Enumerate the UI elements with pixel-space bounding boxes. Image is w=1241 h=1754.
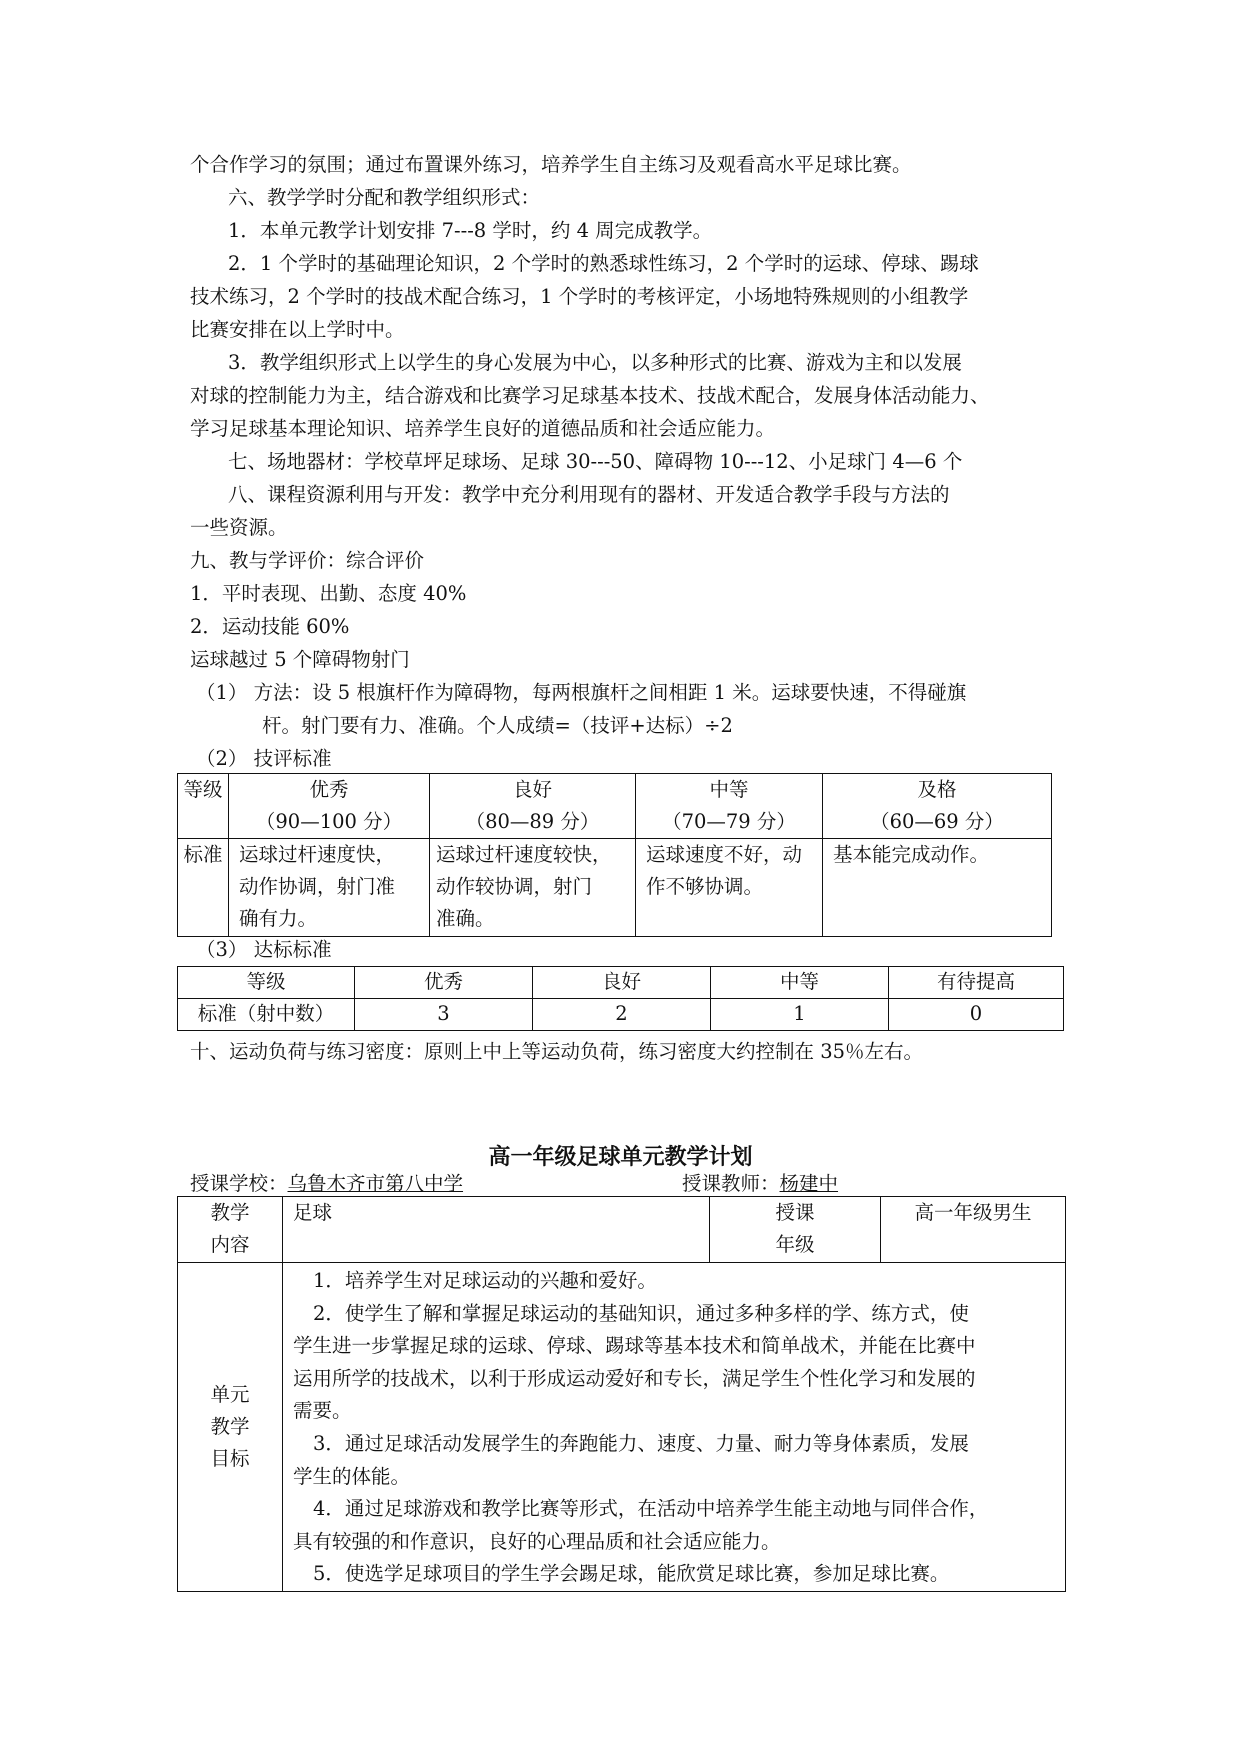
teacher-line (682, 1172, 982, 1196)
section-heading-eight: 八、课程资源利用与开发：教学中充分利用现有的器材、开发适合教学手段与方法的 (228, 483, 950, 506)
section-heading-six: 六、教学学时分配和教学组织形式： (228, 186, 541, 209)
goal-line: 2．使学生了解和掌握足球运动的基础知识，通过多种多样的学、练方式，使 (313, 1301, 969, 1325)
grade-label: 等级 (183, 778, 223, 801)
cell-text: 基本能完成动作。 (833, 843, 990, 866)
table-row (178, 774, 1052, 839)
subheading-target-standard: （3） 达标标准 (196, 938, 332, 961)
grade-range: （60—69 分） (870, 810, 1004, 833)
table-cell: 2 (533, 999, 711, 1031)
goal-line: 运用所学的技战术，以利于形成运动爱好和专长，满足学生个性化学习和发展的 (293, 1366, 976, 1390)
paragraph-line: （1） 方法：设 5 根旗杆作为障碍物，每两根旗杆之间相距 1 米。运球要快速，不得碰旗 (196, 681, 967, 704)
grade-value: 高一年级男生 (914, 1201, 1032, 1224)
table-cell: 1 (711, 999, 889, 1031)
goal-line: 学生的体能。 (293, 1464, 411, 1488)
table-cell (823, 774, 1052, 839)
table-cell (823, 839, 1052, 937)
table-row (178, 999, 1064, 1031)
goal-line: 学生进一步掌握足球的运球、停球、踢球等基本技术和简单战术，并能在比赛中 (293, 1334, 976, 1358)
paragraph-line: 杆。射门要有力、准确。个人成绩=（技评+达标）÷2 (262, 714, 733, 737)
goal-label: 目标 (210, 1446, 250, 1470)
goal-label: 单元 (210, 1382, 250, 1406)
table-cell: 0 (889, 999, 1064, 1031)
table-cell: 优秀 (355, 967, 533, 999)
goal-line: 1．培养学生对足球运动的兴趣和爱好。 (313, 1269, 657, 1292)
table-cell (636, 774, 823, 839)
grade-range: （90—100 分） (255, 810, 403, 833)
grade-range: （70—79 分） (662, 810, 796, 833)
table-cell (229, 774, 430, 839)
table-cell (636, 839, 823, 937)
table-row (178, 1197, 1066, 1263)
school-label: 授课学校： (190, 1172, 288, 1195)
unit-plan-table (177, 1196, 1066, 1592)
teacher-label: 授课教师： (682, 1172, 780, 1195)
table-cell (283, 1263, 1066, 1592)
table-cell: 等级 (178, 967, 355, 999)
grade-label: 授课 (775, 1201, 815, 1224)
table-cell (430, 774, 636, 839)
table-cell: 标准（射中数） (178, 999, 355, 1031)
goal-line: 5．使选学足球项目的学生学会踢足球，能欣赏足球比赛，参加足球比赛。 (313, 1562, 950, 1586)
score-standard-table (177, 966, 1064, 1031)
goal-line: 具有较强的和作意识，良好的心理品质和社会适应能力。 (293, 1529, 781, 1553)
content-label: 内容 (210, 1233, 250, 1256)
paragraph-line: 对球的控制能力为主，结合游戏和比赛学习足球基本技术、技战术配合，发展身体活动能力、 (190, 384, 990, 407)
grade-excellent: 优秀 (309, 778, 349, 801)
row-label: 标准 (183, 843, 223, 866)
cell-text: 准确。 (436, 907, 495, 930)
subheading-skill-standard: （2） 技评标准 (196, 747, 332, 770)
grade-label: 年级 (775, 1233, 815, 1256)
paragraph-line: 个合作学习的氛围；通过布置课外练习，培养学生自主练习及观看高水平足球比赛。 (190, 153, 912, 176)
table-cell (178, 1263, 283, 1592)
table-cell (178, 839, 229, 937)
table-row (178, 967, 1064, 999)
paragraph-line: 学习足球基本理论知识、培养学生良好的道德品质和社会适应能力。 (190, 417, 776, 440)
table-cell: 有待提高 (889, 967, 1064, 999)
goal-line: 4．通过足球游戏和教学比赛等形式，在活动中培养学生能主动地与同伴合作， (313, 1497, 989, 1521)
table-row (178, 839, 1052, 937)
paragraph-line: 2．1 个学时的基础理论知识，2 个学时的熟悉球性练习，2 个学时的运球、停球、踢球 (228, 252, 979, 275)
table-cell (229, 839, 430, 937)
cell-text: 确有力。 (239, 907, 318, 930)
skill-evaluation-table (177, 773, 1052, 937)
table-cell (178, 774, 229, 839)
section-heading-ten: 十、运动负荷与练习密度：原则上中上等运动负荷，练习密度大约控制在 35％左右。 (190, 1040, 924, 1063)
table-cell: 3 (355, 999, 533, 1031)
paragraph-line: 运球越过 5 个障碍物射门 (190, 648, 410, 671)
paragraph-line: 一些资源。 (190, 516, 288, 539)
paragraph-line: 1．平时表现、出勤、态度 40% (190, 582, 467, 605)
grade-range: （80—89 分） (465, 810, 600, 833)
cell-text: 动作较协调，射门 (436, 875, 593, 898)
table-row (178, 1263, 1066, 1592)
table-cell: 良好 (533, 967, 711, 999)
section-heading-nine: 九、教与学评价：综合评价 (190, 549, 425, 572)
table-cell (283, 1197, 710, 1263)
plan-title: 高一年级足球单元教学计划 (488, 1145, 753, 1170)
table-cell (430, 839, 636, 937)
grade-good: 良好 (512, 778, 552, 801)
paragraph-line: 技术练习，2 个学时的技战术配合练习，1 个学时的考核评定，小场地特殊规则的小组教学 (190, 285, 969, 308)
cell-text: 动作协调，射门准 (239, 875, 396, 898)
table-cell (881, 1197, 1066, 1263)
cell-text: 运球速度不好，动 (646, 843, 803, 866)
cell-text: 运球过杆速度快， (239, 843, 396, 866)
table-cell (710, 1197, 881, 1263)
teacher-value: 杨建中 (779, 1172, 839, 1195)
table-cell (178, 1197, 283, 1263)
goal-line: 需要。 (293, 1399, 352, 1423)
paragraph-line: 2．运动技能 60% (190, 615, 350, 638)
cell-text: 运球过杆速度较快， (436, 843, 612, 866)
goal-line: 3．通过足球活动发展学生的奔跑能力、速度、力量、耐力等身体素质，发展 (313, 1431, 969, 1455)
paragraph-line: 1．本单元教学计划安排 7---8 学时，约 4 周完成教学。 (228, 219, 713, 242)
school-value: 乌鲁木齐市第八中学 (287, 1172, 464, 1195)
cell-text: 作不够协调。 (646, 875, 764, 898)
table-cell: 中等 (711, 967, 889, 999)
paragraph-line: 比赛安排在以上学时中。 (190, 318, 405, 341)
content-value: 足球 (293, 1201, 333, 1224)
section-heading-seven: 七、场地器材：学校草坪足球场、足球 30---50、障碍物 10---12、小足球门 4—6 个 (228, 450, 963, 473)
goal-label: 教学 (210, 1414, 250, 1438)
paragraph-line: 3．教学组织形式上以学生的身心发展为中心，以多种形式的比赛、游戏为主和以发展 (228, 351, 962, 374)
grade-pass: 及格 (917, 778, 957, 801)
grade-medium: 中等 (709, 778, 749, 801)
content-label: 教学 (210, 1201, 250, 1224)
